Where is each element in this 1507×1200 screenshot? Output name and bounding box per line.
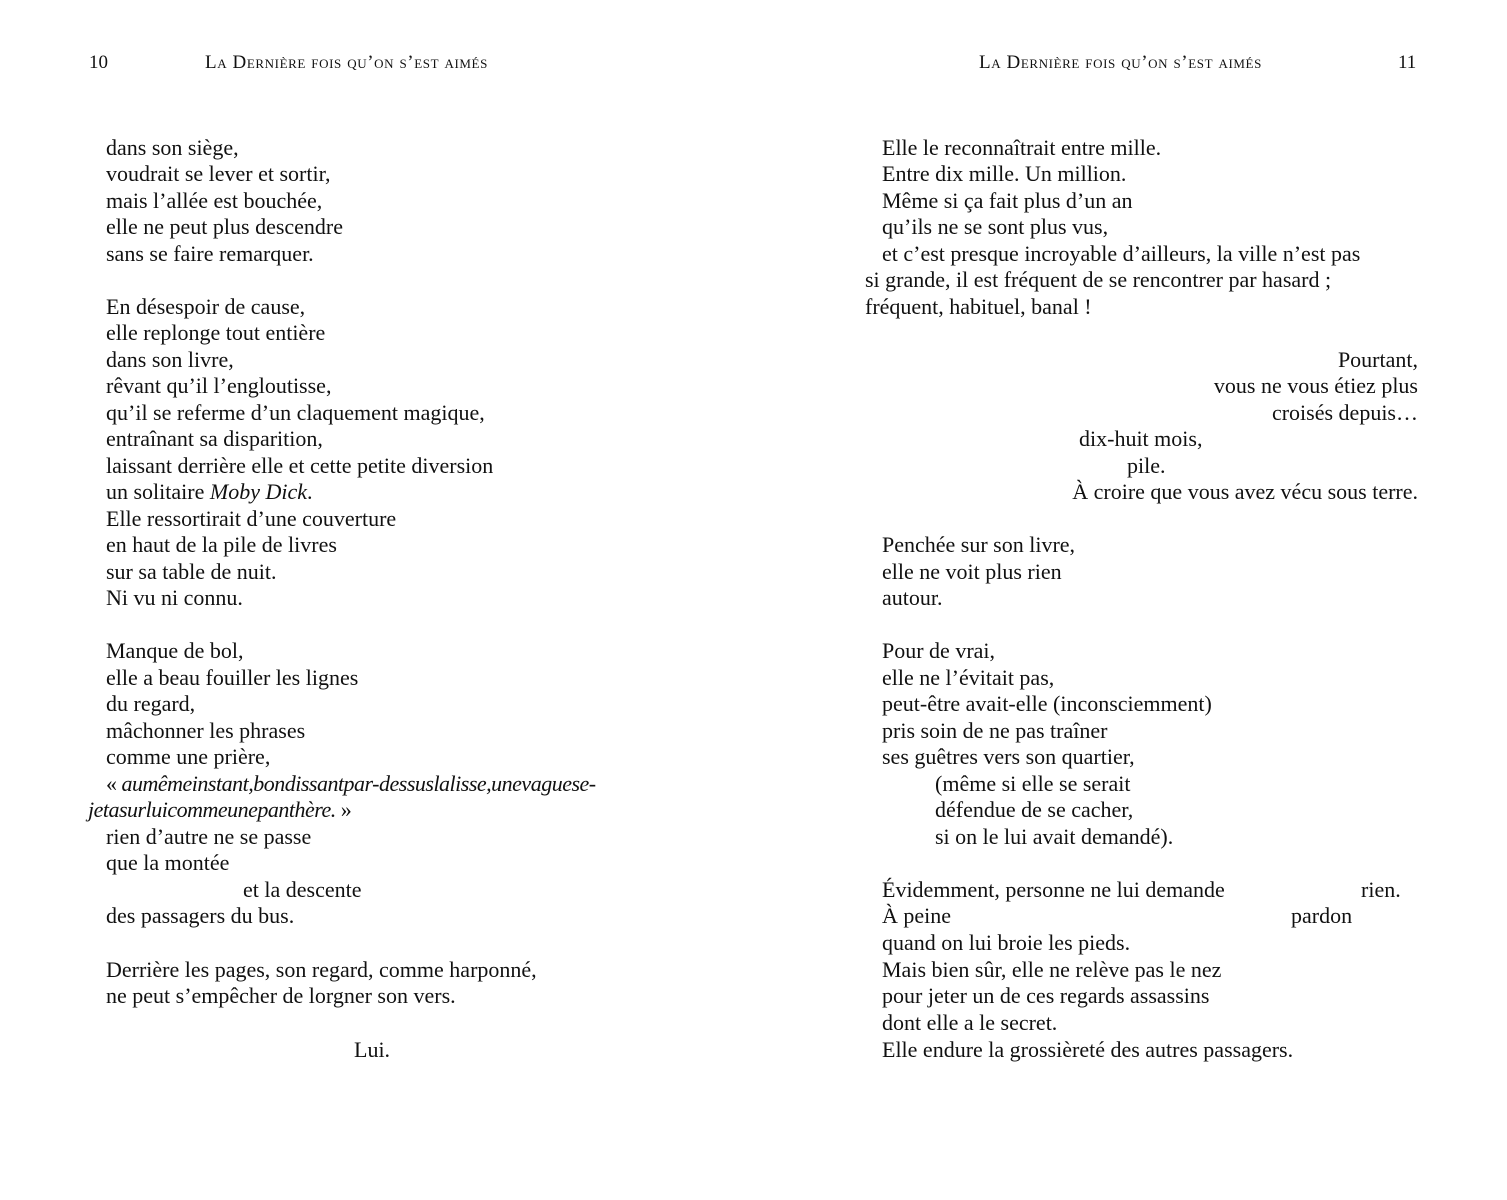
text-line: pour jeter un de ces regards assassins [882, 983, 1210, 1008]
quoted-line [88, 797, 351, 823]
text-line: pardon [1291, 903, 1353, 928]
text-line: qu’ils ne se sont plus vus, [882, 214, 1109, 239]
text-line: mâchonner les phrases [106, 718, 306, 743]
text-line: À peine [882, 903, 952, 928]
page-number: 10 [89, 52, 108, 73]
text-line: elle ne voit plus rien [882, 559, 1062, 584]
text-line: En désespoir de cause, [106, 294, 306, 319]
text-line: pile. [1127, 453, 1166, 478]
text-line: du regard, [106, 691, 196, 716]
text-fragment: un solitaire [106, 479, 210, 504]
text-line: si grande, il est fréquent de se rencontrer par hasard ; [865, 267, 1332, 292]
text-line: Même si ça fait plus d’un an [882, 188, 1133, 213]
text-line: et c’est presque incroyable d’ailleurs, la ville n’est pas [882, 241, 1361, 266]
text-line: voudrait se lever et sortir, [106, 161, 331, 186]
text-line: (même si elle se serait [935, 771, 1131, 796]
text-line: dont elle a le secret. [882, 1010, 1058, 1035]
text-line: Mais bien sûr, elle ne relève pas le nez [882, 957, 1222, 982]
text-line: rêvant qu’il l’engloutisse, [106, 373, 332, 398]
text-line: Derrière les pages, son regard, comme harponné, [106, 957, 537, 982]
quoted-line [106, 771, 596, 797]
text-line: elle a beau fouiller les lignes [106, 665, 359, 690]
text-line-right: croisés depuis… [1271, 400, 1418, 425]
text-line-centered: Lui. [354, 1037, 391, 1062]
text-line: des passagers du bus. [106, 903, 295, 928]
text-line-right: vous ne vous étiez plus [1213, 373, 1418, 398]
text-line: défendue de se cacher, [935, 797, 1134, 822]
text-line: autour. [882, 585, 943, 610]
text-line: Pour de vrai, [882, 638, 996, 663]
text-line: sans se faire remarquer. [106, 241, 314, 266]
text-line-with-title [106, 479, 313, 505]
text-line: en haut de la pile de livres [106, 532, 337, 557]
text-line-right: À croire que vous avez vécu sous terre. [1072, 479, 1418, 504]
text-line: comme une prière, [106, 744, 271, 769]
text-line: ne peut s’empêcher de lorgner son vers. [106, 983, 456, 1008]
text-line: fréquent, habituel, banal ! [865, 294, 1092, 319]
text-line: pris soin de ne pas traîner [882, 718, 1108, 743]
right-page [754, 0, 1507, 1200]
page-number: 11 [1398, 52, 1417, 73]
text-line: Penchée sur son livre, [882, 532, 1076, 557]
text-line: rien d’autre ne se passe [106, 824, 312, 849]
text-line: Elle endure la grossièreté des autres passagers. [882, 1037, 1294, 1062]
text-line: Elle le reconnaîtrait entre mille. [882, 135, 1162, 160]
text-line: dix-huit mois, [1079, 426, 1203, 451]
text-line: dans son livre, [106, 347, 234, 372]
text-line: ses guêtres vers son quartier, [882, 744, 1135, 769]
open-quote: « [106, 771, 122, 796]
text-line: et la descente [243, 877, 362, 902]
text-line: qu’il se referme d’un claquement magique, [106, 400, 485, 425]
text-line: Elle ressortirait d’une couverture [106, 506, 397, 531]
quoted-text: aumêmeinstant,bondissantpar-dessuslalisse,unevaguese- [121, 771, 596, 796]
text-line: elle ne peut plus descendre [106, 214, 344, 239]
text-line: laissant derrière elle et cette petite diversion [106, 453, 494, 478]
text-line: dans son siège, [106, 135, 239, 160]
text-line: Entre dix mille. Un million. [882, 161, 1127, 186]
text-line: Manque de bol, [106, 638, 244, 663]
text-line: peut-être avait-elle (inconsciemment) [882, 691, 1212, 716]
text-line: si on le lui avait demandé). [935, 824, 1174, 849]
text-line: quand on lui broie les pieds. [882, 930, 1131, 955]
text-line: Ni vu ni connu. [106, 585, 243, 610]
text-line: Évidemment, personne ne lui demande [882, 877, 1225, 902]
running-head: La Dernière fois qu’on s’est aimés [205, 52, 488, 73]
text-line: elle ne l’évitait pas, [882, 665, 1055, 690]
book-title: Moby Dick [209, 479, 307, 504]
running-head: La Dernière fois qu’on s’est aimés [979, 52, 1262, 73]
left-page [0, 0, 753, 1200]
text-line: entraînant sa disparition, [106, 426, 323, 451]
text-line-right: Pourtant, [1337, 347, 1418, 372]
text-line: elle replonge tout entière [106, 320, 326, 345]
text-line: mais l’allée est bouchée, [106, 188, 323, 213]
text-line: que la montée [106, 850, 230, 875]
text-line: rien. [1361, 877, 1401, 902]
text-line: sur sa table de nuit. [106, 559, 277, 584]
text-fragment: . [307, 479, 313, 504]
close-quote: » [335, 797, 352, 822]
quoted-text: jetasurluicommeunepanthère. [88, 797, 336, 822]
